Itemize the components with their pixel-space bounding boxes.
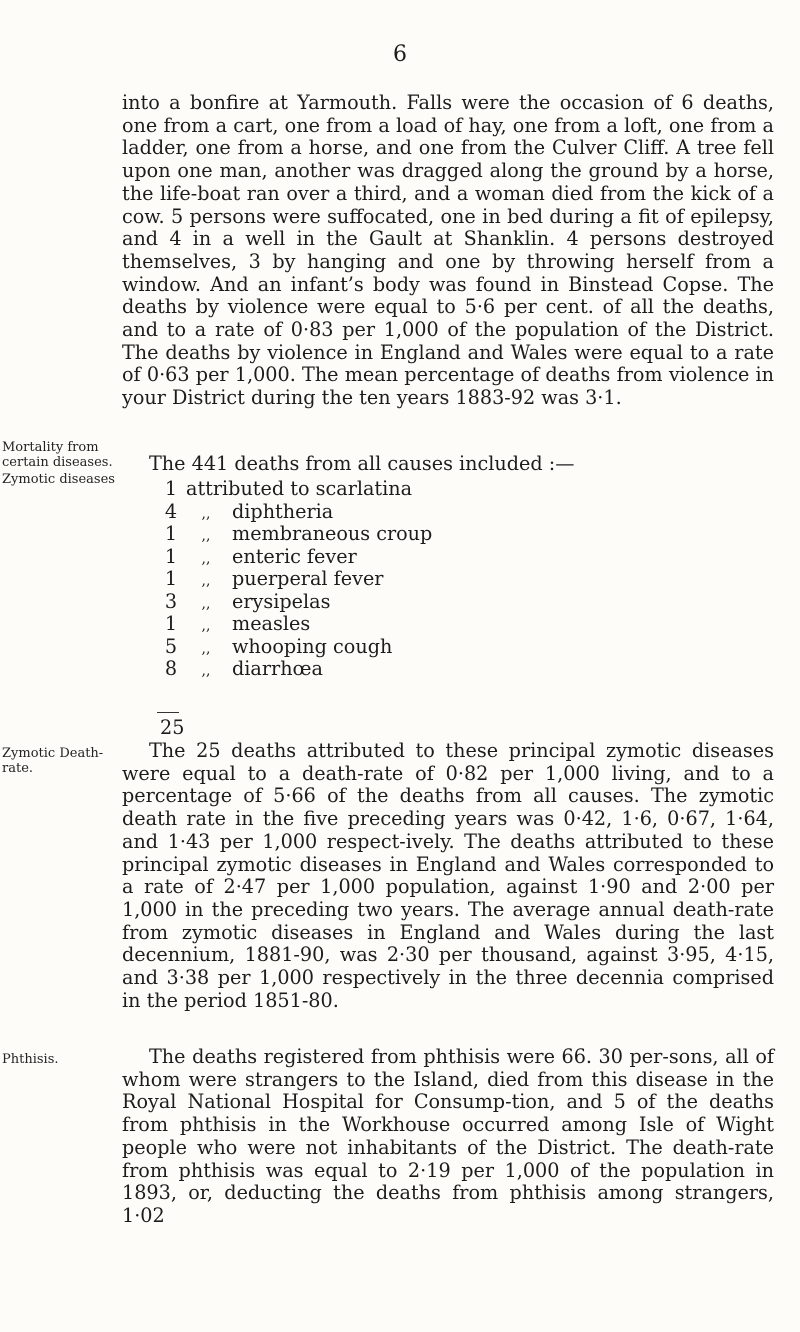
cause-disease: scarlatina	[315, 477, 413, 500]
causes-list	[162, 478, 762, 681]
zymotic-paragraph-text: The 25 deaths attributed to these principal zymotic diseases were equal to a death-rate of 0·82 per 1,000 living, and to a percentage of 5·66 of the deaths from all causes. The zymotic death rate in the five preceding years was 0·42, 1·6, 0·67, 1·64, and 1·43 per 1,000 respect-ively. The deaths attributed to these principal zymotic diseases in England and Wales corresponded to a rate of 2·47 per 1,000 population, against 1·90 and 2·00 per 1,000 in the preceding two years. The average annual death-rate from zymotic diseases in England and Wales during the last decennium, 1881-90, was 2·30 per thousand, against 3·95, 4·15, and 3·38 per 1,000 respectively in the three decennia comprised in the period 1851-80.	[122, 739, 774, 1012]
causes-intro-text: The 441 deaths from all causes included :—	[149, 452, 575, 475]
margin-note-zymotic-death-rate: Zymotic Death-rate.	[2, 746, 104, 776]
causes-row	[162, 591, 762, 614]
causes-row	[162, 568, 762, 591]
causes-row	[162, 658, 762, 681]
cause-disease: diarrhœa	[232, 657, 323, 680]
cause-count: 8	[164, 657, 178, 680]
causes-total: 25	[160, 716, 185, 739]
cause-disease: measles	[232, 612, 311, 635]
violence-paragraph	[122, 92, 774, 410]
cause-count: 1	[164, 612, 178, 635]
violence-paragraph-text: into a bonfire at Yarmouth. Falls were the occasion of 6 deaths, one from a cart, one from a load of hay, one from a loft, one from a ladder, one from a horse, and one from the Culver Cliff. A tree fell upon one man, another was dragged along the ground by a horse, the life-boat ran over a third, and a woman died from the kick of a cow. 5 persons were suffocated, one in bed during a fit of epilepsy, and 4 in a well in the Gault at Shanklin. 4 persons destroyed themselves, 3 by hanging and one by throwing herself from a window. And an infant’s body was found in Binstead Copse. The deaths by violence were equal to 5·6 per cent. of all the deaths, and to a rate of 0·83 per 1,000 of the population of the District. The deaths by violence in England and Wales were equal to a rate of 0·63 per 1,000. The mean percentage of deaths from violence in your District during the ten years 1883-92 was 3·1.	[122, 91, 774, 410]
cause-count: 5	[164, 634, 178, 658]
cause-count: 4	[164, 499, 178, 523]
margin-note-zymotic: Zymotic diseases	[2, 472, 115, 487]
cause-count: 1	[164, 477, 178, 500]
phthisis-paragraph	[122, 1046, 774, 1228]
ditto-mark: ,,	[201, 573, 211, 589]
causes-row	[162, 613, 762, 636]
ditto-mark: ,,	[201, 618, 211, 634]
cause-count: 1	[164, 544, 178, 568]
ditto-mark: ,,	[201, 663, 211, 679]
margin-note-mortality: Mortality from certain diseases.	[2, 440, 113, 470]
ditto-mark: ,,	[201, 550, 211, 567]
cause-disease: diphtheria	[232, 499, 334, 523]
cause-disease: puerperal fever	[232, 567, 384, 590]
cause-disease: erysipelas	[232, 589, 331, 613]
ditto-mark: ,,	[201, 528, 211, 544]
zymotic-paragraph	[122, 740, 774, 1012]
page-number: 6	[393, 42, 407, 67]
phthisis-paragraph-text: The deaths registered from phthisis were 66. 30 per-sons, all of whom were strangers to the Island, died from this disease in the Royal National Hospital for Consump-tion, and 5 of the deaths from phthisis in the Workhouse occurred among Isle of Wight people who were not inhabitants of the District. The death-rate from phthisis was equal to 2·19 per 1,000 of the population in 1893, or, deducting the deaths from phthisis among strangers, 1·02	[122, 1045, 774, 1227]
cause-attributed-label: attributed	[186, 477, 285, 500]
cause-disease: enteric fever	[232, 544, 357, 568]
cause-disease: membraneous croup	[232, 522, 433, 545]
ditto-mark: ,,	[201, 640, 211, 657]
cause-to-label: to	[290, 477, 310, 500]
cause-count: 1	[164, 567, 178, 590]
causes-intro	[122, 453, 774, 476]
cause-count: 3	[164, 589, 178, 613]
margin-note-phthisis: Phthisis.	[2, 1052, 59, 1067]
causes-row	[162, 478, 762, 501]
causes-row	[162, 523, 762, 546]
cause-count: 1	[164, 522, 178, 545]
cause-disease: whooping cough	[232, 634, 393, 658]
causes-row	[162, 501, 762, 524]
causes-row	[162, 546, 762, 569]
causes-row	[162, 636, 762, 659]
total-rule	[157, 712, 179, 713]
ditto-mark: ,,	[201, 595, 211, 612]
ditto-mark: ,,	[201, 505, 211, 522]
